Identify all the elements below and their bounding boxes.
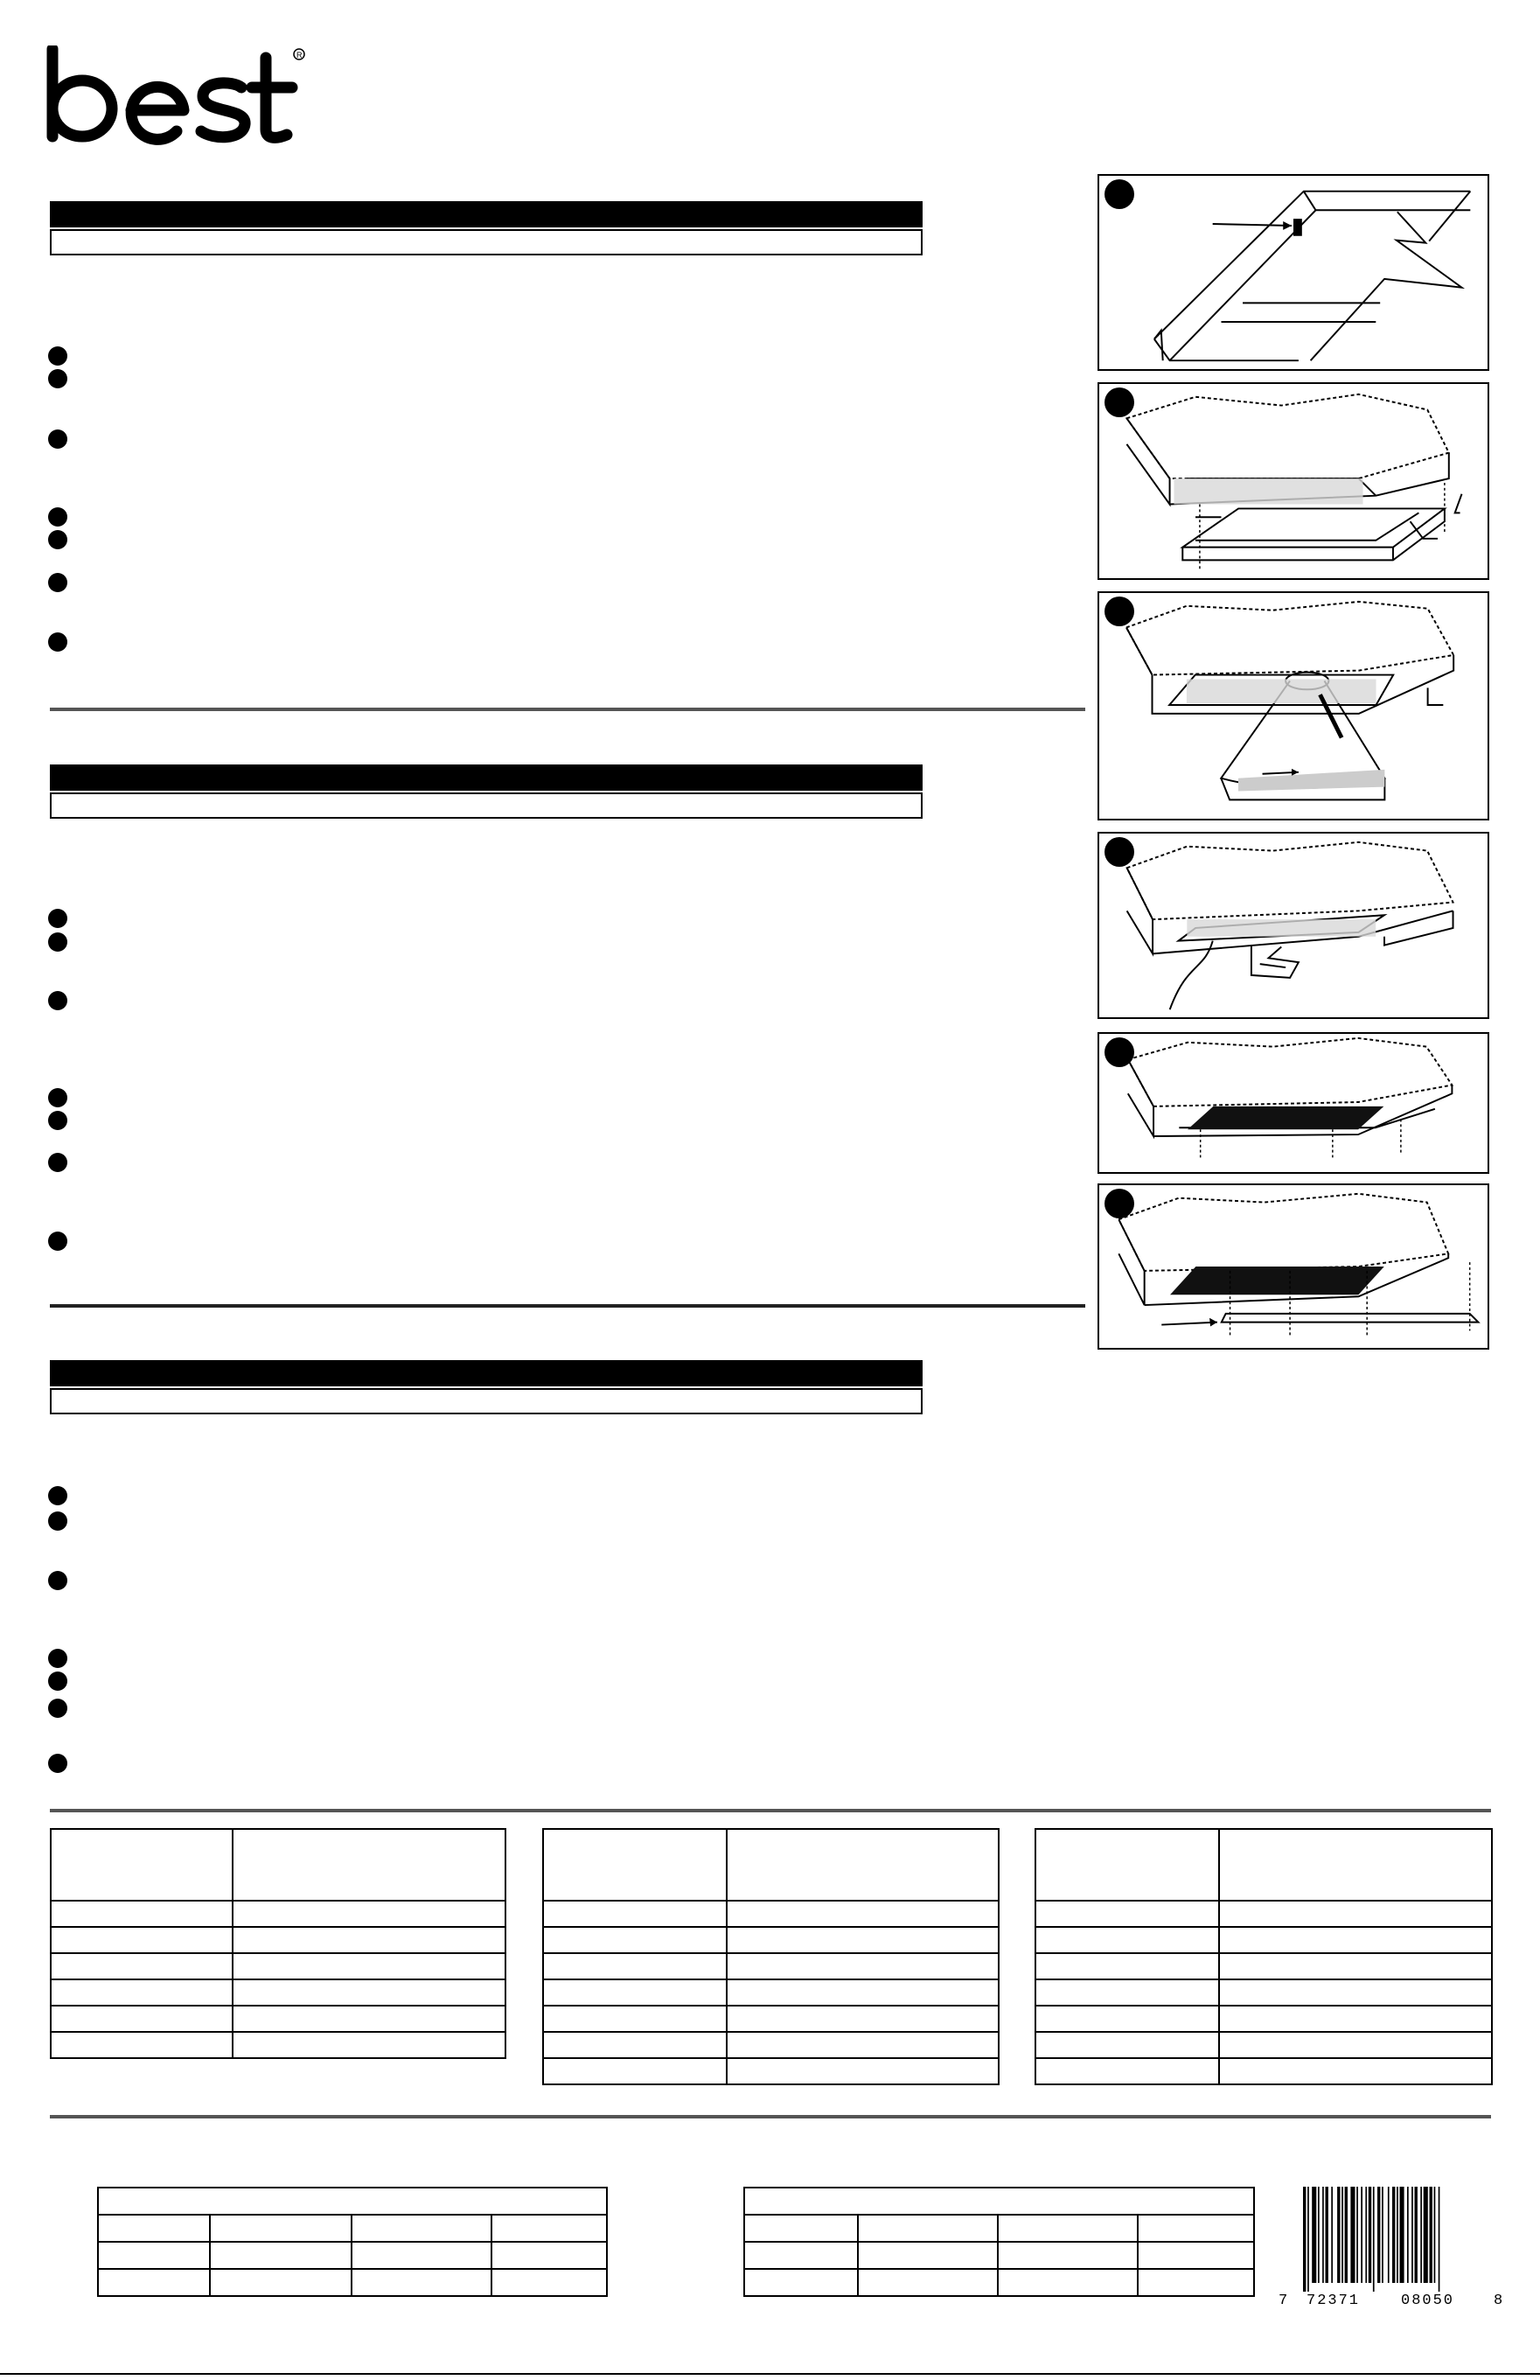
table-cell	[233, 1953, 505, 1979]
table-row	[543, 1927, 999, 1953]
table-cell	[1035, 2058, 1219, 2084]
section-2-subtitle-box	[50, 792, 923, 819]
table-row	[51, 1901, 505, 1927]
figure-1	[1098, 174, 1489, 371]
section-1-title-bar	[50, 201, 923, 227]
table-cell	[543, 1829, 727, 1901]
table-cell	[1138, 2242, 1254, 2269]
table-cell	[1035, 2032, 1219, 2058]
section-2-title-bar	[50, 764, 923, 791]
figure-6	[1098, 1183, 1489, 1350]
table-row	[543, 2006, 999, 2032]
step-bullet	[48, 429, 67, 449]
table-cell	[233, 2006, 505, 2032]
table-cell	[491, 2242, 607, 2269]
table-cell	[210, 2269, 352, 2296]
figure-5	[1098, 1032, 1489, 1174]
best-logo	[45, 45, 308, 150]
table-header-row	[543, 1829, 999, 1901]
table-cell	[491, 2215, 607, 2242]
table-row	[1035, 2032, 1492, 2058]
step-bullet	[48, 507, 67, 527]
table-cell	[1035, 1829, 1219, 1901]
table-cell	[543, 1901, 727, 1927]
table-row	[98, 2269, 607, 2296]
section-3-title-bar	[50, 1360, 923, 1386]
table-header-row	[1035, 1829, 1492, 1901]
step-bullet	[48, 1088, 67, 1107]
figure-3	[1098, 591, 1489, 820]
table-cell	[727, 2058, 999, 2084]
table-row	[543, 1953, 999, 1979]
table-cell	[543, 1979, 727, 2006]
barcode-right-digits: 08050	[1401, 2293, 1455, 2309]
table-cell	[491, 2269, 607, 2296]
table-row	[1035, 1927, 1492, 1953]
part-table-2	[743, 2187, 1255, 2297]
barcode-icon	[1300, 2187, 1492, 2292]
table-cell	[744, 2269, 858, 2296]
table-cell	[1035, 1927, 1219, 1953]
step-bullet	[48, 573, 67, 592]
table-cell	[98, 2242, 210, 2269]
table-cell	[727, 1979, 999, 2006]
table-cell	[51, 1901, 233, 1927]
step-bullet	[48, 1153, 67, 1172]
table-cell	[51, 2006, 233, 2032]
figure-number-badge	[1104, 837, 1134, 867]
step-bullet	[48, 1511, 67, 1531]
step-bullet	[48, 1486, 67, 1505]
step-bullet	[48, 369, 67, 388]
figure-number-badge	[1104, 597, 1134, 626]
table-header-row	[744, 2188, 1254, 2215]
step-bullet	[48, 1699, 67, 1718]
table-cell	[744, 2188, 1254, 2215]
table-cell	[233, 1901, 505, 1927]
figure-number-badge	[1104, 1037, 1134, 1067]
step-bullet	[48, 991, 67, 1010]
table-cell	[543, 2058, 727, 2084]
table-cell	[51, 2032, 233, 2058]
table-cell	[352, 2242, 491, 2269]
table-cell	[233, 2032, 505, 2058]
table-cell	[1219, 2006, 1492, 2032]
table-header-row	[51, 1829, 505, 1901]
spec-table-3	[1035, 1828, 1493, 2085]
filter-frame-illustration-icon	[1099, 384, 1488, 578]
table-cell	[352, 2269, 491, 2296]
table-cell	[543, 2032, 727, 2058]
spec-table-1	[50, 1828, 506, 2059]
table-row	[744, 2269, 1254, 2296]
table-cell	[51, 1829, 233, 1901]
table-cell	[1035, 2006, 1219, 2032]
figure-4	[1098, 832, 1489, 1019]
table-cell	[727, 1829, 999, 1901]
table-cell	[352, 2215, 491, 2242]
table-cell	[1035, 1953, 1219, 1979]
table-row	[543, 1901, 999, 1927]
table-row	[1035, 2006, 1492, 2032]
table-cell	[744, 2215, 858, 2242]
section-divider	[50, 708, 1085, 711]
table-cell	[543, 1953, 727, 1979]
section-divider	[50, 1304, 1085, 1308]
table-cell	[1219, 2032, 1492, 2058]
table-row	[543, 2058, 999, 2084]
table-cell	[1219, 1901, 1492, 1927]
table-cell	[727, 2032, 999, 2058]
table-cell	[858, 2215, 998, 2242]
table-cell	[1035, 1901, 1219, 1927]
table-cell	[543, 2006, 727, 2032]
table-row	[51, 2032, 505, 2058]
table-row	[51, 1953, 505, 1979]
table-cell	[543, 1927, 727, 1953]
table-cell	[98, 2269, 210, 2296]
table-cell	[51, 1979, 233, 2006]
duct-panel-illustration-icon	[1099, 176, 1488, 369]
table-cell	[1219, 1829, 1492, 1901]
step-bullet	[48, 1649, 67, 1668]
mounting-screws-illustration-icon	[1099, 1185, 1488, 1348]
filter-install-illustration-icon	[1099, 593, 1488, 819]
section-3-subtitle-box	[50, 1388, 923, 1414]
table-row	[1035, 1901, 1492, 1927]
part-table-1	[97, 2187, 608, 2297]
table-cell	[1219, 1927, 1492, 1953]
table-cell	[1138, 2215, 1254, 2242]
barcode-trail-digit: 8	[1494, 2293, 1505, 2309]
step-bullet	[48, 632, 67, 652]
table-cell	[233, 1979, 505, 2006]
table-row	[543, 1979, 999, 2006]
table-row	[543, 2032, 999, 2058]
section-divider	[50, 1809, 1491, 1812]
svg-text:R: R	[296, 51, 303, 59]
spec-table-2	[542, 1828, 1000, 2085]
table-cell	[233, 1829, 505, 1901]
table-cell	[744, 2242, 858, 2269]
table-cell	[51, 1953, 233, 1979]
table-row	[51, 1927, 505, 1953]
table-cell	[727, 2006, 999, 2032]
figure-number-badge	[1104, 1189, 1134, 1218]
light-wiring-illustration-icon	[1099, 834, 1488, 1017]
section-divider	[50, 2115, 1491, 2118]
section-1-subtitle-box	[50, 229, 923, 255]
figure-number-badge	[1104, 387, 1134, 417]
step-bullet	[48, 1672, 67, 1691]
table-row	[1035, 1953, 1492, 1979]
table-cell	[1138, 2269, 1254, 2296]
step-bullet	[48, 1232, 67, 1251]
table-cell	[210, 2215, 352, 2242]
table-row	[744, 2215, 1254, 2242]
table-cell	[727, 1927, 999, 1953]
charcoal-filter-illustration-icon	[1099, 1034, 1488, 1172]
best-logo-icon	[45, 45, 308, 150]
table-row	[51, 2006, 505, 2032]
table-row	[1035, 1979, 1492, 2006]
barcode-lead-digit: 7	[1279, 2293, 1290, 2309]
table-cell	[1219, 1979, 1492, 2006]
table-cell	[210, 2242, 352, 2269]
table-cell	[858, 2242, 998, 2269]
table-header-row	[98, 2188, 607, 2215]
step-bullet	[48, 909, 67, 928]
table-cell	[727, 1901, 999, 1927]
table-cell	[98, 2215, 210, 2242]
table-row	[98, 2242, 607, 2269]
table-cell	[1035, 1979, 1219, 2006]
table-row	[1035, 2058, 1492, 2084]
table-cell	[727, 1953, 999, 1979]
figure-number-badge	[1104, 179, 1134, 209]
table-row	[744, 2242, 1254, 2269]
table-cell	[858, 2269, 998, 2296]
step-bullet	[48, 932, 67, 952]
step-bullet	[48, 1571, 67, 1590]
table-cell	[51, 1927, 233, 1953]
step-bullet	[48, 530, 67, 549]
table-cell	[1219, 2058, 1492, 2084]
table-row	[51, 1979, 505, 2006]
step-bullet	[48, 1754, 67, 1773]
table-row	[98, 2215, 607, 2242]
table-cell	[998, 2269, 1138, 2296]
page-bottom-rule	[0, 2373, 1540, 2375]
step-bullet	[48, 1111, 67, 1130]
step-bullet	[48, 346, 67, 366]
table-cell	[1219, 1953, 1492, 1979]
table-cell	[98, 2188, 607, 2215]
barcode-left-digits: 72371	[1307, 2293, 1361, 2309]
table-cell	[998, 2215, 1138, 2242]
table-cell	[233, 1927, 505, 1953]
figure-2	[1098, 382, 1489, 580]
table-cell	[998, 2242, 1138, 2269]
